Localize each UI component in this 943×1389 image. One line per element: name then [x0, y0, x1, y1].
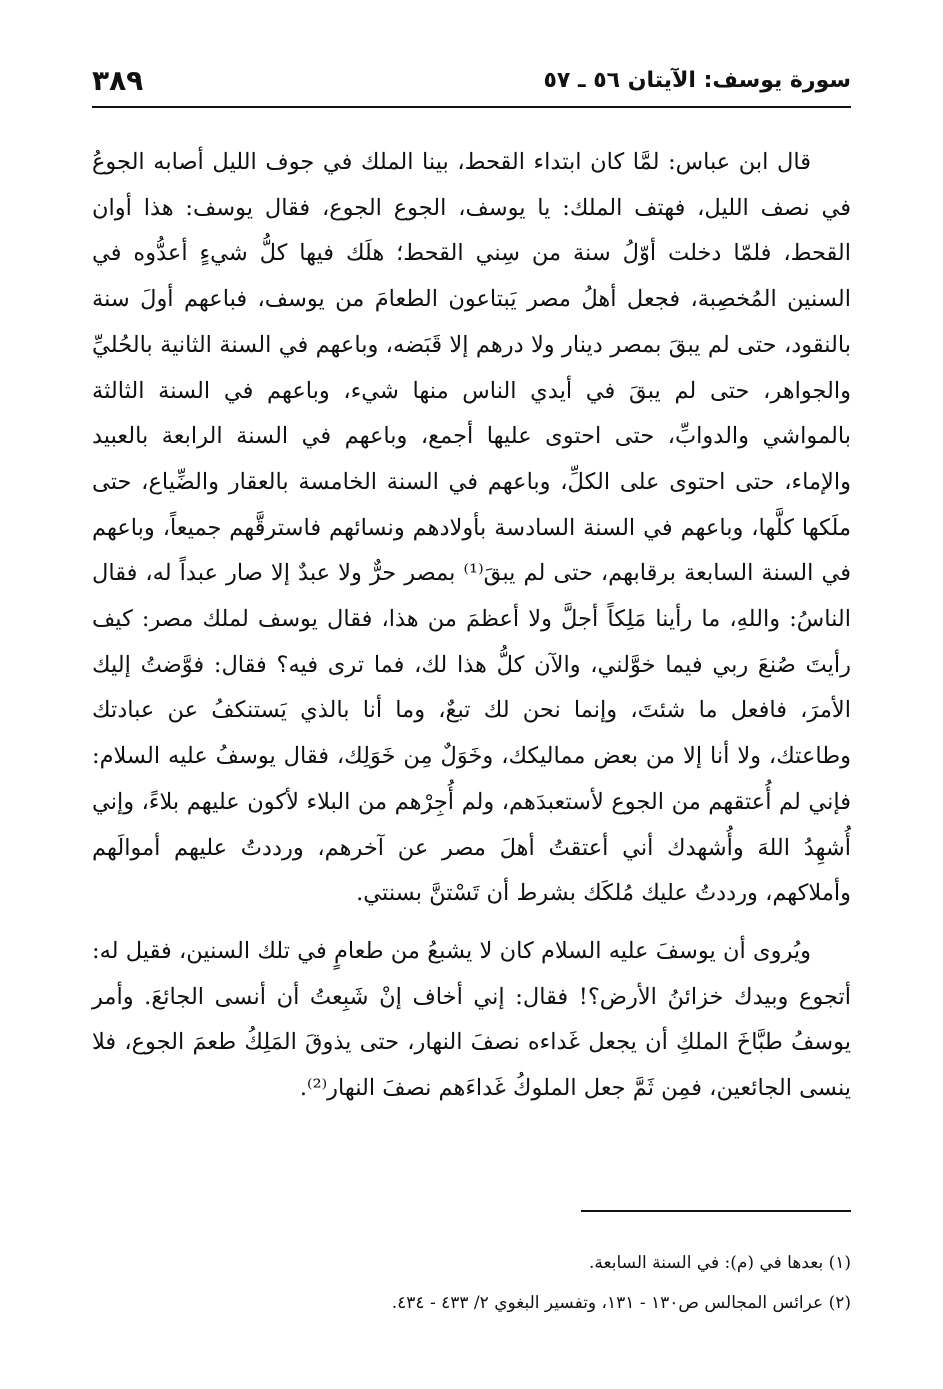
- page-header: [92, 62, 851, 108]
- paragraph-ibn-abbas: قال ابن عباس: لمَّا كان ابتداء القحط، بينا الملك في جوف الليل أصابه الجوعُ في نصف الليل، فهتف الملك: يا يوسف، الجوع الجوع، فقال يوسف: هذا أوان القحط، فلمّا دخلت أوّلُ سنة من سِني القحط؛ هلَك فيها كلُّ شيءٍ أعدُّوه في السنين المُخصِبة، فجعل أهلُ مصر يَبتاعون الطعامَ من يوسف، فباعهم أولَ سنة بالنقود، حتى لم يبقَ بمصر دينار ولا درهم إلا قَبَضه، وباعهم في السنة الثانية بالحُليِّ والجواهر، حتى لم يبقَ في أيدي الناس منها شيء، وباعهم في السنة الثالثة بالمواشي والدوابِّ، حتى احتوى عليها أجمع، وباعهم في السنة الرابعة بالعبيد والإماء، حتى احتوى على الكلِّ، وباعهم في السنة الخامسة بالعقار والضِّياع، حتى ملَكها كلَّها، وباعهم في السنة السادسة بأولادهم ونسائهم فاسترقَّهم جميعاً، وباعهم في السنة السابعة برقابهم، حتى لم يبقَ⁽¹⁾ بمصر حرٌّ ولا عبدٌ إلا صار عبداً له، فقال الناسُ: واللهِ، ما رأينا مَلِكاً أجلَّ ولا أعظمَ من هذا، فقال يوسف لملك مصر: كيف رأيتَ صُنعَ ربي فيما خوَّلني، والآن كلُّ هذا لك، فما ترى فيه؟ فقال: فوَّضتُ إليك الأمرَ، فافعل ما شئتَ، وإنما نحن لك تبعٌ، وما أنا بالذي يَستنكفُ عن عبادتك وطاعتك، ولا أنا إلا من بعض مماليكك، وخَوَلٌ مِن خَوَلِك، فقال يوسفُ عليه السلام: فإني لم أُعتقهم من الجوع لأستعبدَهم، ولم أُجِرْهم من البلاء لأكون عليهم بلاءً، وإني أُشهِدُ اللهَ وأُشهدك أني أعتقتُ أهلَ مصر عن آخرهم، ورددتُ عليهم أموالَهم وأملاكهم، ورددتُ عليك مُلكَك بشرط أن تَسْتنَّ بسنتي.: [92, 149, 851, 907]
- page-number: ٣٨٩: [92, 64, 144, 97]
- footnote-1: (١) بعدها في (م): في السنة السابعة.: [589, 1253, 851, 1273]
- footnote-2: (٢) عرائس المجالس ص١٣٠ - ١٣١، وتفسير البغوي ٢/ ٤٣٣ - ٤٣٤.: [391, 1293, 851, 1313]
- running-title: سورة يوسف: الآيتان ٥٦ ـ ٥٧: [543, 68, 851, 93]
- footnote-divider: [581, 1210, 851, 1212]
- footnotes: [92, 1243, 851, 1323]
- paragraph-yusuf-hunger: ويُروى أن يوسفَ عليه السلام كان لا يشبعُ من طعامٍ في تلك السنين، فقيل له: أتجوع وبيدك خزائنُ الأرض؟! فقال: إني أخاف إنْ شَبِعتُ أن أنسى الجائعَ. وأمر يوسفُ طبَّاخَ الملكِ أن يجعل غَداءه نصفَ النهار، حتى يذوقَ المَلِكُ طعمَ الجوع، فلا ينسى الجائعين، فمِن ثَمَّ جعل الملوكُ غَداءَهم نصفَ النهار⁽²⁾.: [92, 937, 851, 1102]
- main-text: [92, 140, 851, 1112]
